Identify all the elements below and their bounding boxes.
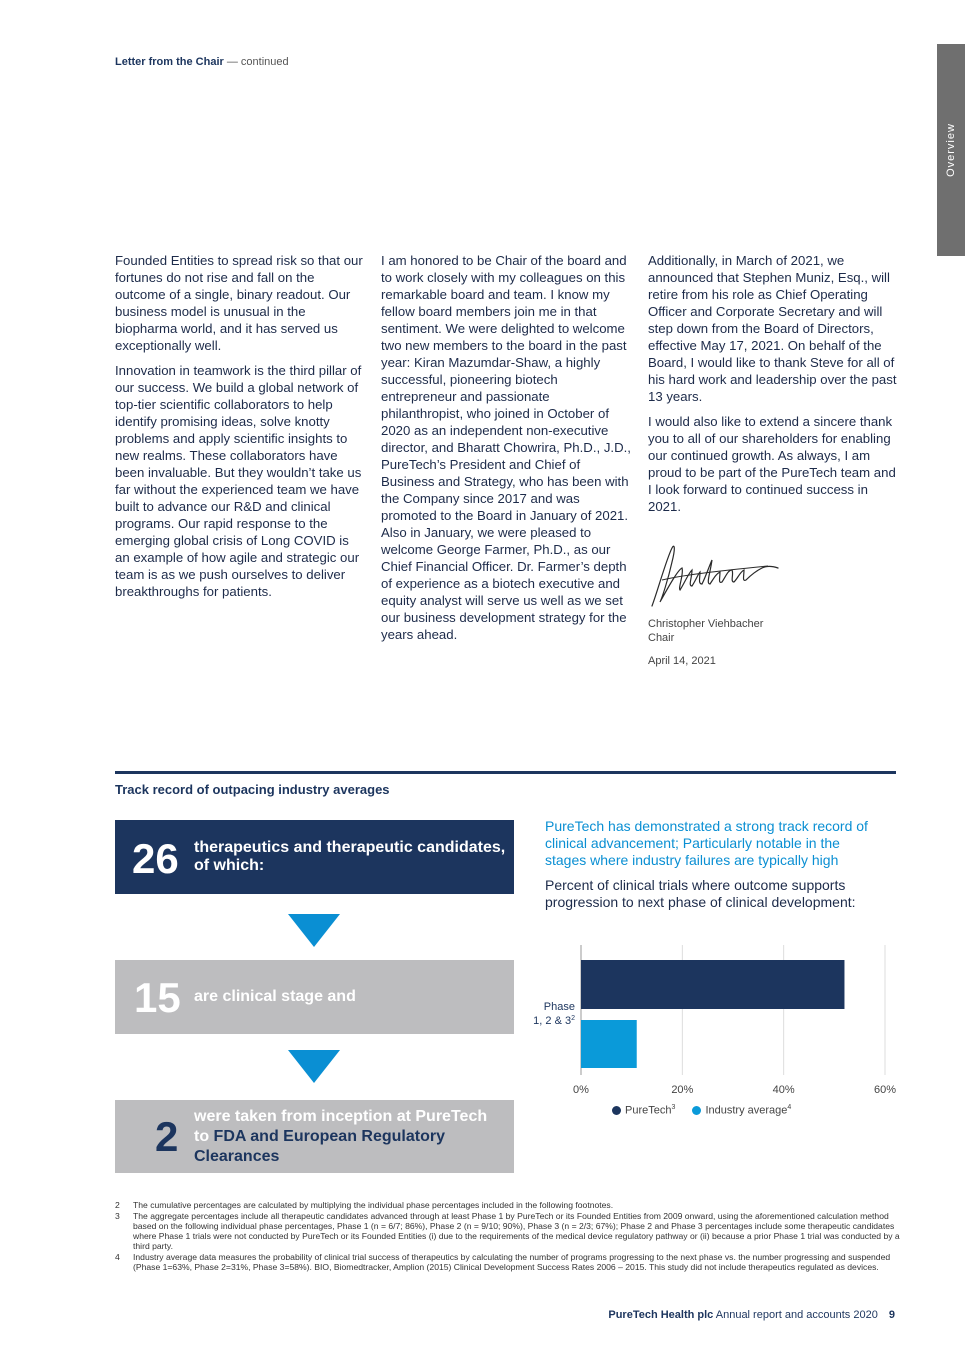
category-label-line2 [533,1015,575,1027]
chart-x-ticks [573,1084,896,1096]
footnote-text: The aggregate percentages include all therapeutic candidates advanced through at least Phase 1 by PureTech or its Founded Entities from 2009 onward, using the aforementioned calculation method based on the following individual phase percentages, Phase 1 (n = 6/7; 86%), Phase 2 (n = 9/10; 90%), Phase 3 (n = 2/3; 67%); Phase 2 and Phase 3 percentages include some therapeutic candidates where Phase 1 trials were not conducted by PureTech or its Founded Entities (i) due to the requirements of the medical device regulatory pathway or (ii) because a prior Phase 1 trial was conducted by a third party. [133,1211,900,1251]
x-tick-label: 0% [573,1084,589,1096]
signatory-name: Christopher Viehbacher [648,618,764,630]
down-arrow-icon [288,914,340,947]
stat-number: 2 [155,1113,179,1160]
letter-date: April 14, 2021 [648,655,716,667]
category-label-line1: Phase [543,1001,575,1013]
chart-headline: PureTech has demonstrated a strong track record of clinical advancement; Particularly notable in the stages where industry failures are typically high [545,818,868,868]
paragraph: Innovation in teamwork is the third pillar of our success. We build a global network of top-tier scientific collaborators to help identify promising ideas, solve knotty problems and apply scientific insights to new realms. These collaborators have been invaluable. But they wouldn’t take us far without the experienced team we have built to advance our R&D and clinical programs. Our rapid response to the emerging global crisis of Long COVID is an example of how agile and strategic our team is as we push ourselves to deliver breakthroughs for patients. [115,363,362,599]
section-title: Track record of outpacing industry averages [115,782,390,797]
stat-box-therapeutics [115,820,514,894]
paragraph: I am honored to be Chair of the board and to work closely with my colleagues on this remarkable board and team. I know my fellow board members join me in that sentiment. We were delighted to welcome two new members to the board in the past year: Kiran Mazumdar-Shaw, a highly successful, pioneering biotech entrepreneur and passionate philanthropist, who joined in October of 2020 as an independent non-executive director, and Bharatt Chowrira, Ph.D., J.D., PureTech’s President and Chief of Business and Strategy, who has been with the Company since 2017 and was promoted to the Board in January of 2021. Also in January, we were pleased to welcome George Farmer, Ph.D., as our Chief Financial Officer. Dr. Farmer’s depth of experience as a biotech executive and equity analyst will serve us well as we set our business development strategy for the years ahead. [381,253,631,642]
header-section: Letter from the Chair [115,56,224,68]
footnote [115,1200,900,1210]
stat-box-clinical [115,960,514,1034]
bar-industry-average [581,1020,637,1068]
stat-text [194,1107,504,1167]
section-tab[interactable] [937,44,965,256]
footer-company: PureTech Health plc [608,1309,714,1321]
category-label-sup: 2 [571,1015,575,1022]
letter-column-1 [115,252,365,608]
legend-puretech [612,1104,675,1117]
chart-legend [612,1104,805,1117]
legend-label: PureTech [625,1104,672,1117]
stat-text: are clinical stage and [194,988,356,1005]
legend-sup: 4 [787,1104,792,1111]
paragraph: Founded Entities to spread risk so that our fortunes do not rise and fall on the outcome of a single, binary readout. Our business model is unusual in the biopharma world, and it has served us exceptionally well. [115,253,363,353]
legend-dot-icon [692,1106,701,1115]
x-tick-label: 60% [873,1084,897,1096]
x-tick-label: 20% [671,1084,694,1096]
chart-subhead: Percent of clinical trials where outcome supports progression to next phase of clinical development: [545,877,856,910]
footnote-number: 4 [115,1252,120,1262]
legend-industry [692,1104,791,1117]
signature-block [648,540,848,667]
stat-number: 26 [132,835,179,882]
legend-sup: 3 [671,1104,676,1111]
bar-puretech [581,960,844,1009]
signature-image [648,540,783,612]
footnotes [115,1200,900,1273]
section-divider [115,771,896,774]
stat-text-highlight: FDA and European Regulatory Clearances [194,1128,445,1165]
stat-text: therapeutics and therapeutic candidates, of which: [194,839,506,874]
page-footer [608,1309,895,1321]
paragraph: Additionally, in March of 2021, we announced that Stephen Muniz, Esq., will retire from his role as Chief Operating Officer and Corporate Secretary and will step down from the Board of Directors, effective May 17, 2021. On behalf of the Board, I would like to thank Steve for all of his hard work and leadership over the past 13 years. [648,253,897,404]
section-tab-label: Overview [945,123,957,177]
header-suffix: — continued [226,56,289,68]
paragraph: I would also like to extend a sincere thank you to all of our shareholders for enabling our continued growth. As always, I am proud to be part of the PureTech team and I look forward to continued success in 2021. [648,414,896,514]
x-tick-label: 40% [772,1084,795,1096]
running-header [115,56,289,68]
footnote-number: 3 [115,1211,120,1221]
stat-number: 15 [134,974,181,1021]
footnote-number: 2 [115,1200,120,1210]
down-arrow-icon [288,1050,340,1083]
legend-dot-icon [612,1106,621,1115]
footnote-text: The cumulative percentages are calculated by multiplying the individual phase percentages included in the following footnotes. [133,1200,614,1210]
footnote [115,1211,900,1251]
stat-text-a: were taken from inception at PureTech to [194,1108,488,1145]
signatory-role: Chair [648,632,675,644]
legend-label: Industry average [705,1104,788,1117]
category-label-text: 1, 2 & 3 [533,1015,572,1027]
page-number: 9 [888,1309,895,1321]
chart-bars [581,960,844,1068]
letter-column-3 [648,252,898,523]
letter-column-2 [381,252,631,651]
footer-doc: Annual report and accounts 2020 [715,1309,878,1321]
stat-box-clearances [115,1100,514,1173]
footnote [115,1252,900,1272]
footnote-text: Industry average data measures the probability of clinical trial success of therapeutics by calculating the number of programs progressing to the next phase vs. the number progressing and suspended (Phase 1=63%, Phase 2=31%, Phase 3=58%). BIO, Biomedtracker, Amplion (2015) Clinical Development Success Rates 2006 – 2015. This study did not include therapeutics regulated as devices. [133,1252,891,1272]
